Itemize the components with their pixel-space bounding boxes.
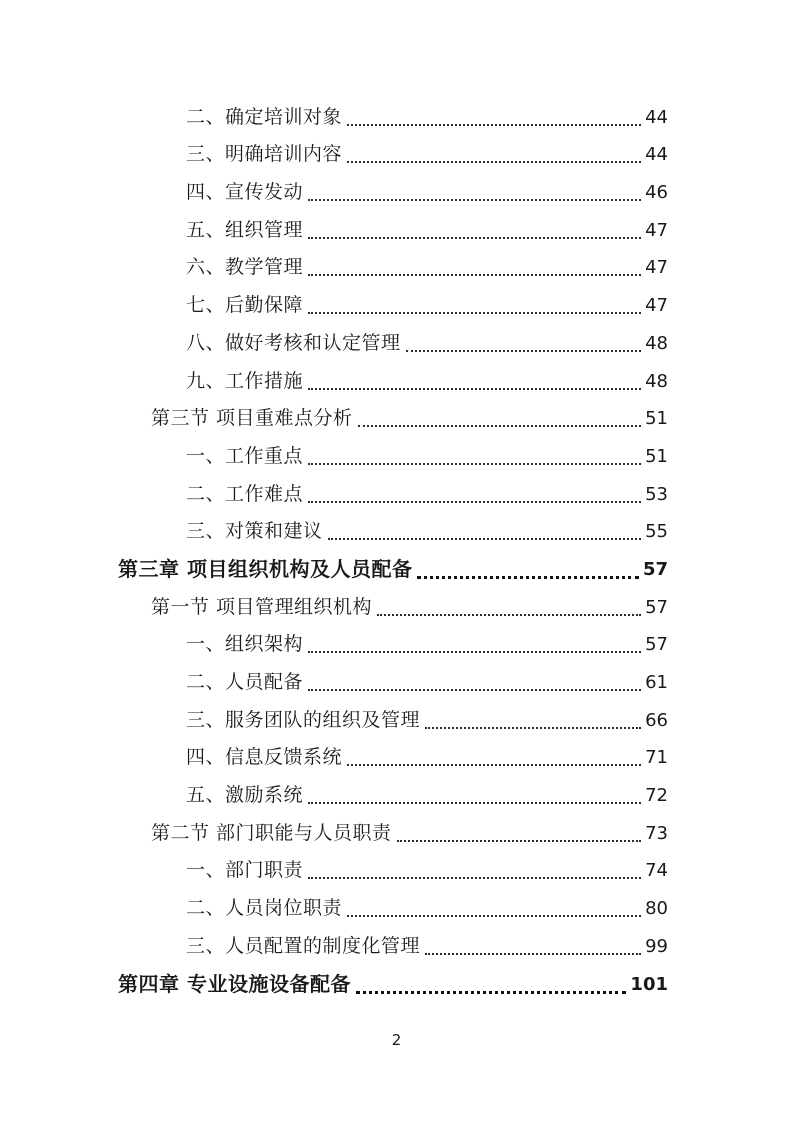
- toc-entry[interactable]: [118, 699, 668, 737]
- toc-page-number: 48: [645, 370, 668, 392]
- toc-entry[interactable]: [118, 134, 668, 172]
- toc-dot-leader: [308, 802, 641, 804]
- toc-page-number: 53: [645, 483, 668, 505]
- toc-page-number: 72: [645, 785, 668, 807]
- toc-entry[interactable]: [118, 850, 668, 888]
- toc-entry-label: 一、工作重点: [186, 444, 304, 467]
- toc-dot-leader: [347, 764, 641, 766]
- toc-entry[interactable]: [118, 435, 668, 473]
- toc-entry-label: 二、人员岗位职责: [186, 897, 343, 920]
- toc-dot-leader: [308, 877, 641, 879]
- toc-page-number: 57: [645, 634, 668, 656]
- toc-dot-leader: [308, 689, 641, 691]
- toc-entry[interactable]: [118, 96, 668, 134]
- toc-entry[interactable]: [118, 624, 668, 662]
- toc-entry-label: 一、组织架构: [186, 633, 304, 656]
- toc-page-number: 47: [645, 219, 668, 241]
- toc-entry-label: 四、宣传发动: [186, 181, 304, 204]
- toc-entry-label: 八、做好考核和认定管理: [186, 331, 401, 354]
- toc-dot-leader: [347, 161, 641, 163]
- toc-entry[interactable]: [118, 548, 668, 586]
- toc-page-number: 66: [645, 709, 668, 731]
- toc-dot-leader: [356, 991, 626, 994]
- toc-page-number: 47: [645, 257, 668, 279]
- toc-entry[interactable]: [118, 473, 668, 511]
- toc-dot-leader: [308, 463, 641, 465]
- toc-entry[interactable]: [118, 887, 668, 925]
- toc-entry-label: 二、确定培训对象: [186, 105, 343, 128]
- toc-page-number: 46: [645, 182, 668, 204]
- toc-entry-label: 九、工作措施: [186, 369, 304, 392]
- toc-page-number: 47: [645, 295, 668, 317]
- toc-entry[interactable]: [118, 737, 668, 775]
- toc-dot-leader: [425, 727, 641, 729]
- toc-entry[interactable]: [118, 171, 668, 209]
- toc-entry[interactable]: [118, 398, 668, 436]
- toc-dot-leader: [308, 199, 641, 201]
- toc-page-number: 57: [642, 558, 668, 580]
- toc-page-number: 99: [645, 935, 668, 957]
- toc-dot-leader: [308, 388, 641, 390]
- toc-dot-leader: [425, 953, 641, 955]
- toc-dot-leader: [397, 840, 642, 842]
- toc-page-number: 80: [645, 898, 668, 920]
- toc-page-number: 51: [645, 408, 668, 430]
- toc-page-number: 73: [645, 822, 668, 844]
- toc-dot-leader: [406, 350, 642, 352]
- toc-page-number: 61: [645, 672, 668, 693]
- toc-dot-leader: [308, 237, 641, 239]
- toc-entry-label: 第三章 项目组织机构及人员配备: [118, 556, 413, 581]
- toc-page-number: 55: [645, 521, 668, 543]
- toc-page-number: 44: [645, 144, 668, 166]
- toc-entry-label: 五、激励系统: [186, 784, 304, 807]
- toc-dot-leader: [308, 651, 641, 653]
- toc-entry-label: 第三节 项目重难点分析: [151, 407, 353, 430]
- toc-dot-leader: [308, 274, 641, 276]
- page-footer: [0, 1030, 793, 1049]
- toc-entry-label: 一、部门职责: [186, 859, 304, 882]
- toc-entry[interactable]: [118, 586, 668, 624]
- toc-page-number: 44: [645, 106, 668, 128]
- toc-dot-leader: [417, 576, 638, 579]
- toc-entry-label: 五、组织管理: [186, 218, 304, 241]
- toc-page-number: 101: [630, 973, 668, 995]
- toc-entry[interactable]: [118, 322, 668, 360]
- toc-dot-leader: [358, 425, 642, 427]
- toc-page-number: 51: [645, 445, 668, 467]
- toc-entry-label: 二、工作难点: [186, 482, 304, 505]
- toc-entry[interactable]: [118, 360, 668, 398]
- toc-entry-label: 六、教学管理: [186, 256, 304, 279]
- toc-entry-label: 三、明确培训内容: [186, 143, 343, 166]
- toc-entry-label: 第四章 专业设施设备配备: [118, 971, 351, 996]
- footer-page-number: 2: [391, 1031, 402, 1049]
- toc-page-number: 48: [645, 332, 668, 354]
- toc-page-number: 74: [645, 860, 668, 882]
- toc-entry-label: 第二节 部门职能与人员职责: [151, 821, 392, 844]
- toc-entry[interactable]: [118, 963, 668, 1001]
- toc-dot-leader: [328, 538, 642, 540]
- toc-page-number: 57: [645, 596, 668, 618]
- toc-dot-leader: [308, 501, 641, 503]
- toc-entry[interactable]: [118, 247, 668, 285]
- toc-page-number: 71: [645, 747, 668, 769]
- toc-dot-leader: [377, 614, 641, 616]
- toc-entry[interactable]: [118, 209, 668, 247]
- toc-entry-label: 二、人员配备: [186, 671, 304, 693]
- toc-dot-leader: [308, 312, 641, 314]
- toc-dot-leader: [347, 915, 641, 917]
- toc-entry-label: 七、后勤保障: [186, 294, 304, 317]
- toc-entry[interactable]: [118, 774, 668, 812]
- toc-entry[interactable]: [118, 661, 668, 699]
- toc-entry-label: 四、信息反馈系统: [186, 746, 343, 769]
- toc-entry[interactable]: [118, 284, 668, 322]
- toc-entry-label: 三、服务团队的组织及管理: [186, 708, 421, 731]
- toc-entry-label: 第一节 项目管理组织机构: [151, 595, 373, 618]
- toc-dot-leader: [347, 124, 641, 126]
- table-of-contents: [118, 96, 668, 1001]
- toc-entry-label: 三、人员配置的制度化管理: [186, 934, 421, 957]
- toc-entry[interactable]: [118, 925, 668, 963]
- toc-entry-label: 三、对策和建议: [186, 520, 323, 543]
- toc-entry[interactable]: [118, 511, 668, 549]
- toc-entry[interactable]: [118, 812, 668, 850]
